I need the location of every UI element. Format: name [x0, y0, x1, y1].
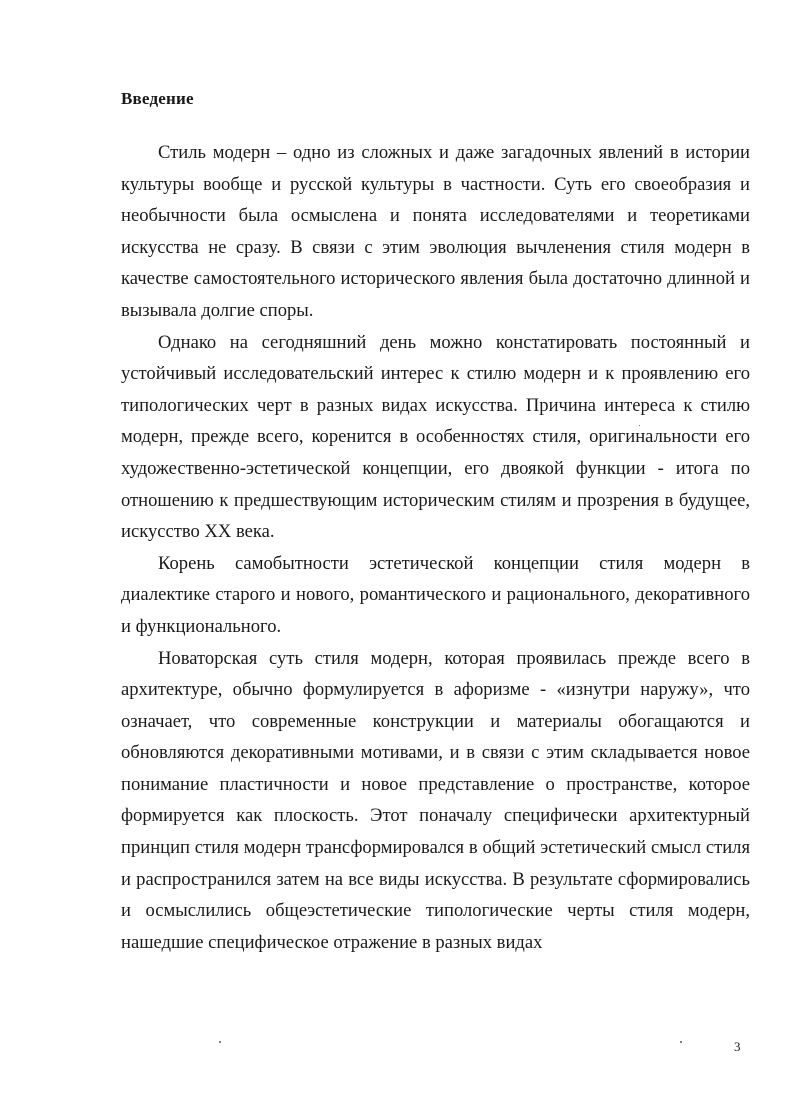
body-text	[121, 137, 750, 958]
page-number: 3	[734, 1039, 741, 1054]
paragraph-3: Корень самобытности эстетической концепции стиля модерн в диалектике старого и нового, романтического и рационального, декоративного и функционального.	[121, 552, 750, 637]
paragraph-1: Стиль модерн – одно из сложных и даже загадочных явлений в истории культуры вообще и русской культуры в частности. Суть его своеобразия и необычности была осмыслена и понята исследователями и теоретиками искусства не сразу. В связи с этим эволюция вычленения стиля модерн в качестве самостоятельного исторического явления была достаточно длинной и вызывала долгие споры.	[121, 142, 750, 321]
paragraph-2: Однако на сегодняшний день можно констатировать постоянный и устойчивый исследовательский интерес к стилю модерн и к проявлению его типологических черт в разных видах искусства. Причина интереса к стилю модерн, прежде всего, коренится в особенностях стиля, оригинальности его художественно-эстетической концепции, его двоякой функции - итога по отношению к предшествующим историческим стилям и прозрения в будущее, искусство XX века.	[121, 331, 750, 543]
section-heading: Введение	[121, 89, 194, 108]
scan-speck	[639, 425, 640, 426]
scan-speck	[680, 1041, 682, 1043]
paragraph-4: Новаторская суть стиля модерн, которая проявилась прежде всего в архитектуре, обычно формулируется в афоризме - «изнутри наружу», что означает, что современные конструкции и материалы обогащаются и обновляются декоративными мотивами, и в связи с этим складывается новое понимание пластичности и новое представление о пространстве, которое формируется как плоскость. Этот поначалу специфически архитектурный принцип стиля модерн трансформировался в общий эстетический смысл стиля и распространился затем на все виды искусства. В результате сформировались и осмыслились общеэстетические типологические черты стиля модерн, нашедшие специфическое отражение в разных видах	[121, 647, 750, 953]
scan-speck	[219, 1041, 221, 1043]
